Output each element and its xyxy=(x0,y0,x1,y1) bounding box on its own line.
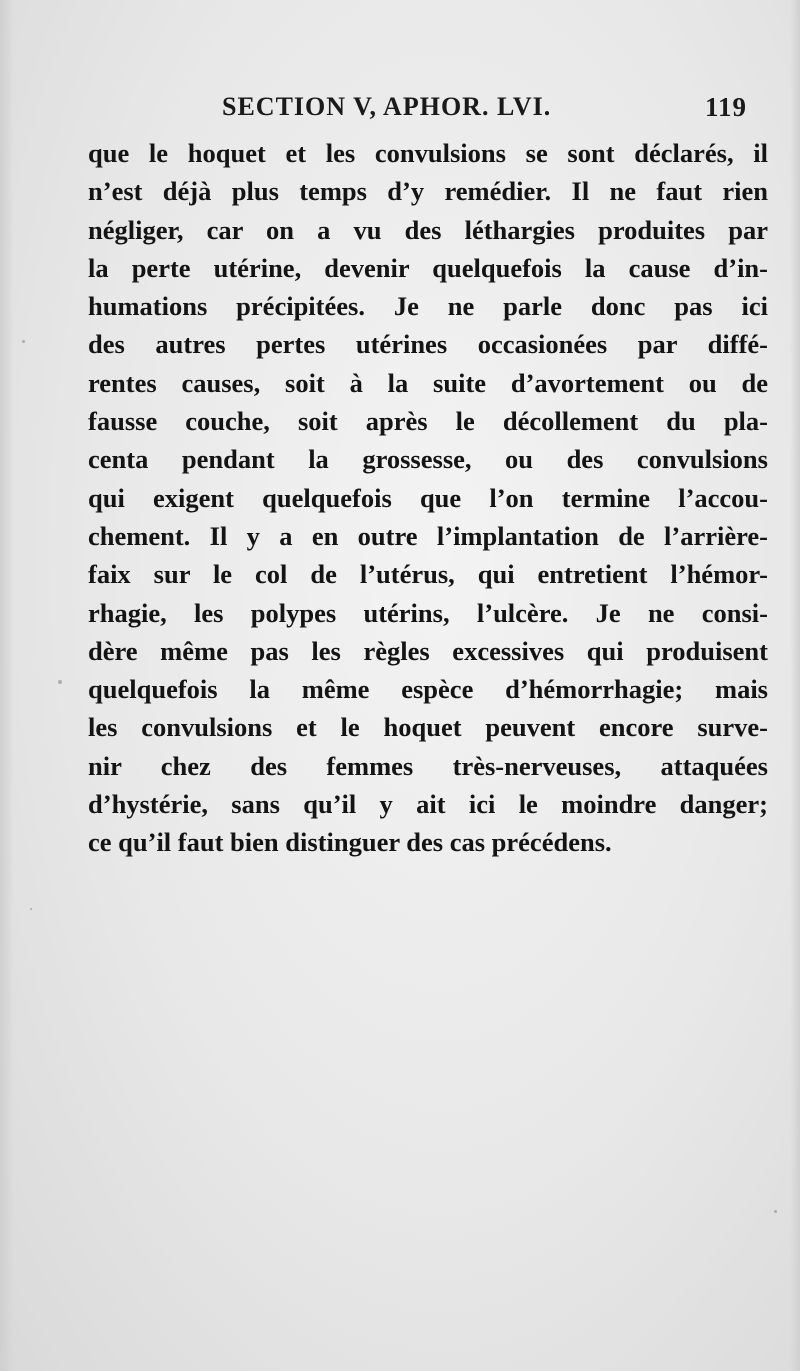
text-line: humations précipitées. Je ne parle donc pas ici xyxy=(88,291,768,322)
text-line: négliger, car on a vu des léthargies produites par xyxy=(88,214,768,245)
text-line: que le hoquet et les convulsions se sont déclarés, il xyxy=(88,138,768,168)
page-left-edge-shadow xyxy=(0,0,14,1371)
text-line: qui exigent quelquefois que l’on termine l’accou- xyxy=(88,482,768,513)
text-line: d’hystérie, sans qu’il y ait ici le moindre danger; xyxy=(88,789,768,820)
text-line: rhagie, les polypes utérins, l’ulcère. Je ne consi- xyxy=(88,597,768,628)
text-line-last: ce qu’il faut bien distinguer des cas précédens. xyxy=(88,827,612,858)
paper-speck xyxy=(774,1210,777,1213)
text-line: centa pendant la grossesse, ou des convulsions xyxy=(88,444,768,475)
paper-speck xyxy=(58,680,62,684)
paper-speck xyxy=(30,908,32,910)
text-line: fausse couche, soit après le décollement du pla- xyxy=(88,406,768,437)
paper-speck xyxy=(22,340,25,343)
text-line: des autres pertes utérines occasionées par diffé- xyxy=(88,329,768,360)
page-number: 119 xyxy=(704,92,747,122)
text-line: la perte utérine, devenir quelquefois la cause d’in- xyxy=(88,252,768,283)
section-title: SECTION V, APHOR. LVI. xyxy=(222,92,552,121)
text-line: quelquefois la même espèce d’hémorrhagie; mais xyxy=(88,674,768,705)
text-line: nir chez des femmes très-nerveuses, attaquées xyxy=(88,750,768,781)
text-line: chement. Il y a en outre l’implantation de l’arrière- xyxy=(88,520,768,551)
running-header xyxy=(222,92,747,128)
text-line: les convulsions et le hoquet peuvent encore surve- xyxy=(88,712,768,743)
page-right-edge-shadow xyxy=(790,0,800,1371)
body-text xyxy=(88,134,768,862)
text-line: dère même pas les règles excessives qui produisent xyxy=(88,635,768,666)
text-line: n’est déjà plus temps d’y remédier. Il ne faut rien xyxy=(88,176,768,207)
text-line: rentes causes, soit à la suite d’avortement ou de xyxy=(88,367,768,398)
text-line: faix sur le col de l’utérus, qui entretient l’hémor- xyxy=(88,559,768,590)
reverse-side-show-through xyxy=(90,860,770,898)
